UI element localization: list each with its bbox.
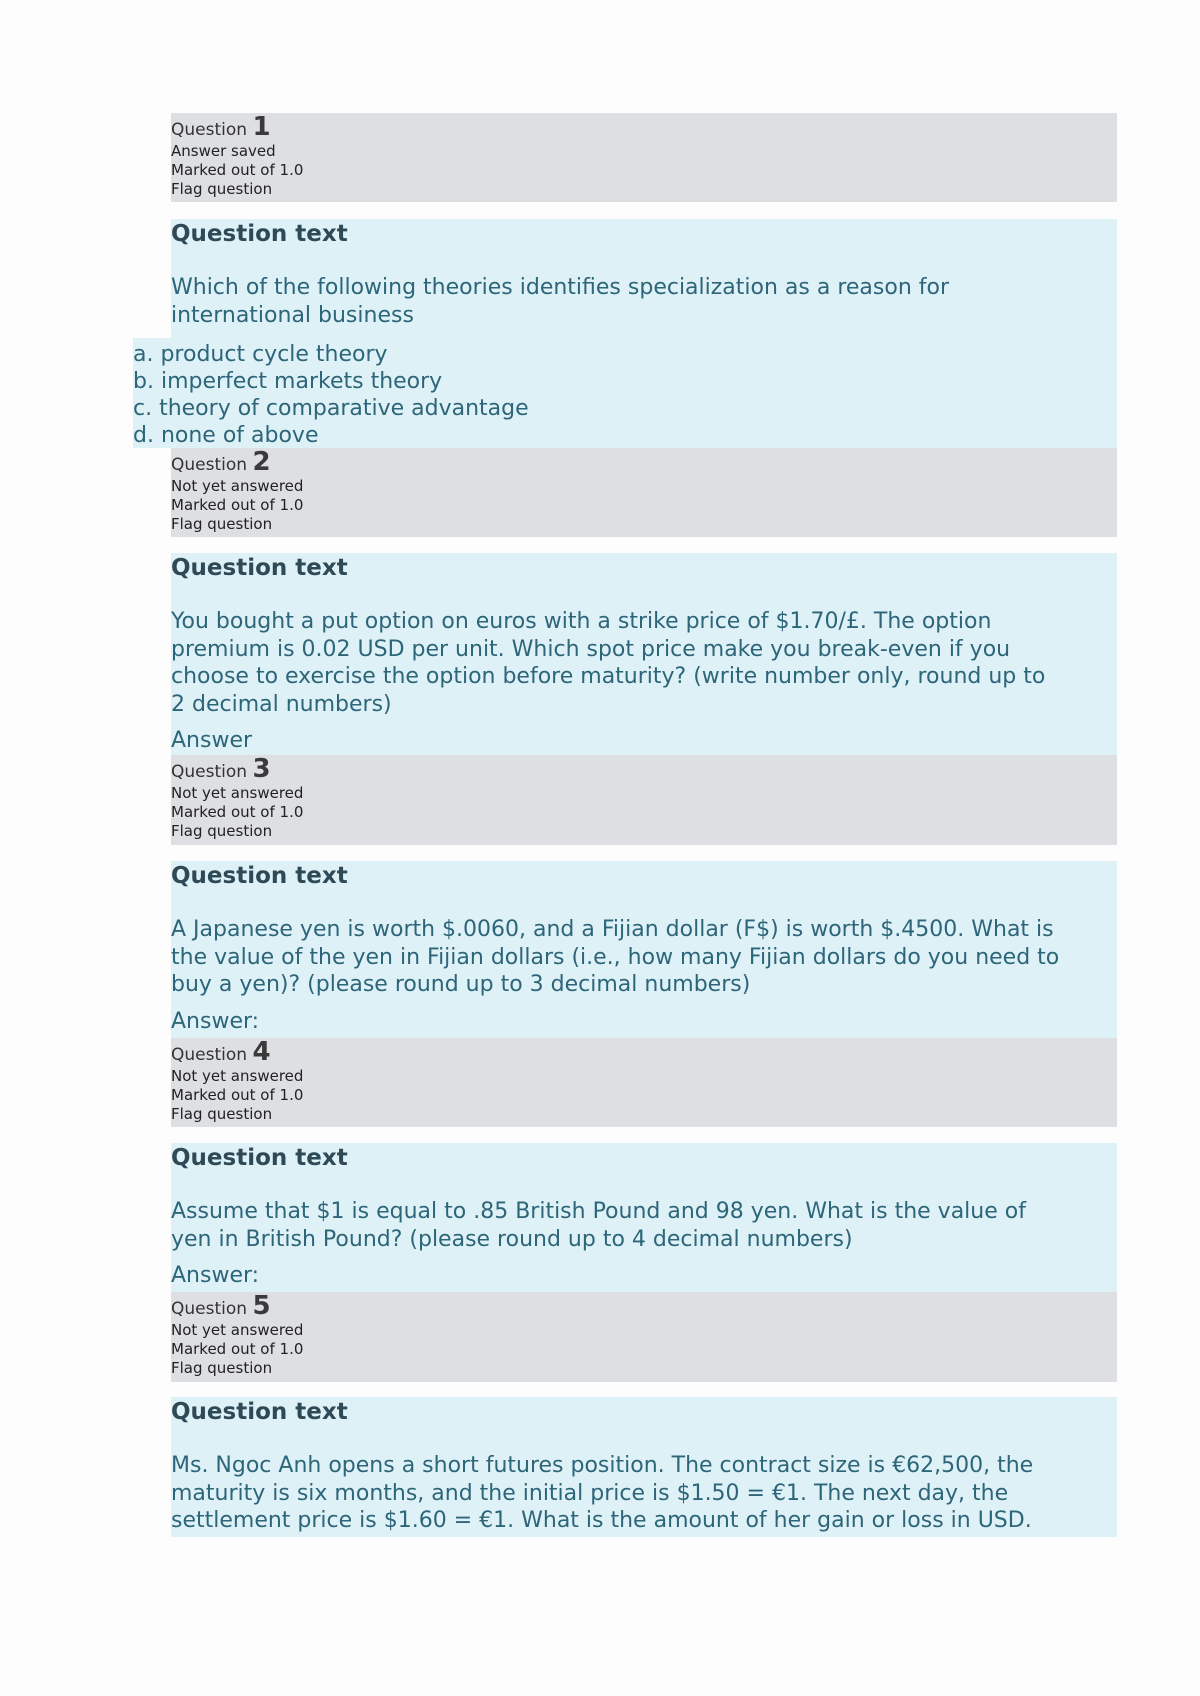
question-status: Not yet answered bbox=[171, 1321, 304, 1339]
question-body-line: settlement price is $1.60 = €1. What is the amount of her gain or loss in USD. bbox=[171, 1508, 1032, 1533]
question-text-3 bbox=[171, 861, 1117, 1038]
question-text-label: Question text bbox=[171, 1145, 348, 1171]
question-status: Answer saved bbox=[171, 142, 276, 160]
question-body-line: international business bbox=[171, 302, 414, 328]
question-status: Not yet answered bbox=[171, 477, 304, 495]
question-word: Question bbox=[171, 455, 248, 475]
question-text-4 bbox=[171, 1143, 1117, 1292]
question-marks: Marked out of 1.0 bbox=[171, 1340, 304, 1358]
question-info-2 bbox=[171, 448, 1117, 537]
question-body-line: Ms. Ngoc Anh opens a short futures position. The contract size is €62,500, the bbox=[171, 1453, 1034, 1478]
question-number: 5 bbox=[252, 1291, 271, 1321]
question-number: 2 bbox=[252, 447, 271, 477]
question-body bbox=[171, 916, 1117, 999]
question-word: Question bbox=[171, 120, 248, 140]
answer-label: Answer bbox=[171, 728, 253, 753]
question-info-5 bbox=[171, 1292, 1117, 1382]
question-body-line: Which of the following theories identifies specialization as a reason for bbox=[171, 275, 950, 300]
flag-question-link[interactable]: Flag question bbox=[171, 515, 273, 533]
question-word: Question bbox=[171, 1299, 248, 1319]
question-word: Question bbox=[171, 1045, 248, 1065]
answer-label: Answer: bbox=[171, 1008, 260, 1034]
question-number-line bbox=[171, 113, 1117, 142]
question-info-3 bbox=[171, 755, 1117, 845]
question-number: 4 bbox=[252, 1037, 271, 1067]
question-body-line: yen in British Pound? (please round up to 4 decimal numbers) bbox=[171, 1226, 853, 1252]
question-body bbox=[171, 1198, 1117, 1253]
question-info-4 bbox=[171, 1038, 1117, 1127]
question-text-2 bbox=[171, 553, 1117, 755]
question-status: Not yet answered bbox=[171, 784, 304, 802]
question-number-line bbox=[171, 448, 1117, 477]
question-body-line: choose to exercise the option before maturity? (write number only, round up to bbox=[171, 664, 1046, 689]
question-body-line: buy a yen)? (please round up to 3 decimal numbers) bbox=[171, 972, 751, 997]
question-status: Not yet answered bbox=[171, 1067, 304, 1085]
question-number-line bbox=[171, 755, 1117, 784]
option-a[interactable]: a. product cycle theory bbox=[133, 342, 388, 367]
question-body bbox=[171, 608, 1117, 718]
question-body-line: Assume that $1 is equal to .85 British Pound and 98 yen. What is the value of bbox=[171, 1199, 1026, 1224]
question-body bbox=[171, 1452, 1117, 1535]
question-body-line: A Japanese yen is worth $.0060, and a Fijian dollar (F$) is worth $.4500. What is bbox=[171, 917, 1054, 942]
flag-question-link[interactable]: Flag question bbox=[171, 1359, 273, 1377]
answer-options-1 bbox=[133, 338, 1117, 448]
option-d[interactable]: d. none of above bbox=[133, 423, 319, 448]
question-number: 3 bbox=[252, 754, 271, 784]
question-info-1 bbox=[171, 113, 1117, 202]
answer-label: Answer: bbox=[171, 1263, 260, 1288]
question-text-1 bbox=[171, 219, 1117, 338]
question-text-label: Question text bbox=[171, 863, 348, 889]
option-b[interactable]: b. imperfect markets theory bbox=[133, 369, 443, 394]
question-number: 1 bbox=[252, 112, 271, 142]
question-number-line bbox=[171, 1038, 1117, 1067]
question-marks: Marked out of 1.0 bbox=[171, 803, 304, 821]
question-text-label: Question text bbox=[171, 221, 348, 247]
question-body-line: the value of the yen in Fijian dollars (i.e., how many Fijian dollars do you need to bbox=[171, 944, 1060, 970]
question-word: Question bbox=[171, 762, 248, 782]
question-marks: Marked out of 1.0 bbox=[171, 161, 304, 179]
flag-question-link[interactable]: Flag question bbox=[171, 180, 273, 198]
question-body-line: You bought a put option on euros with a strike price of $1.70/£. The option bbox=[171, 609, 992, 634]
question-text-5 bbox=[171, 1397, 1117, 1537]
question-number-line bbox=[171, 1292, 1117, 1321]
question-marks: Marked out of 1.0 bbox=[171, 496, 304, 514]
option-c[interactable]: c. theory of comparative advantage bbox=[133, 396, 529, 421]
question-body-line: maturity is six months, and the initial price is $1.50 = €1. The next day, the bbox=[171, 1480, 1009, 1506]
question-text-label: Question text bbox=[171, 1399, 348, 1425]
question-body-line: 2 decimal numbers) bbox=[171, 691, 392, 717]
question-body bbox=[171, 274, 1117, 329]
question-marks: Marked out of 1.0 bbox=[171, 1086, 304, 1104]
question-body-line: premium is 0.02 USD per unit. Which spot price make you break-even if you bbox=[171, 636, 1011, 662]
flag-question-link[interactable]: Flag question bbox=[171, 822, 273, 840]
flag-question-link[interactable]: Flag question bbox=[171, 1105, 273, 1123]
question-text-label: Question text bbox=[171, 555, 348, 581]
